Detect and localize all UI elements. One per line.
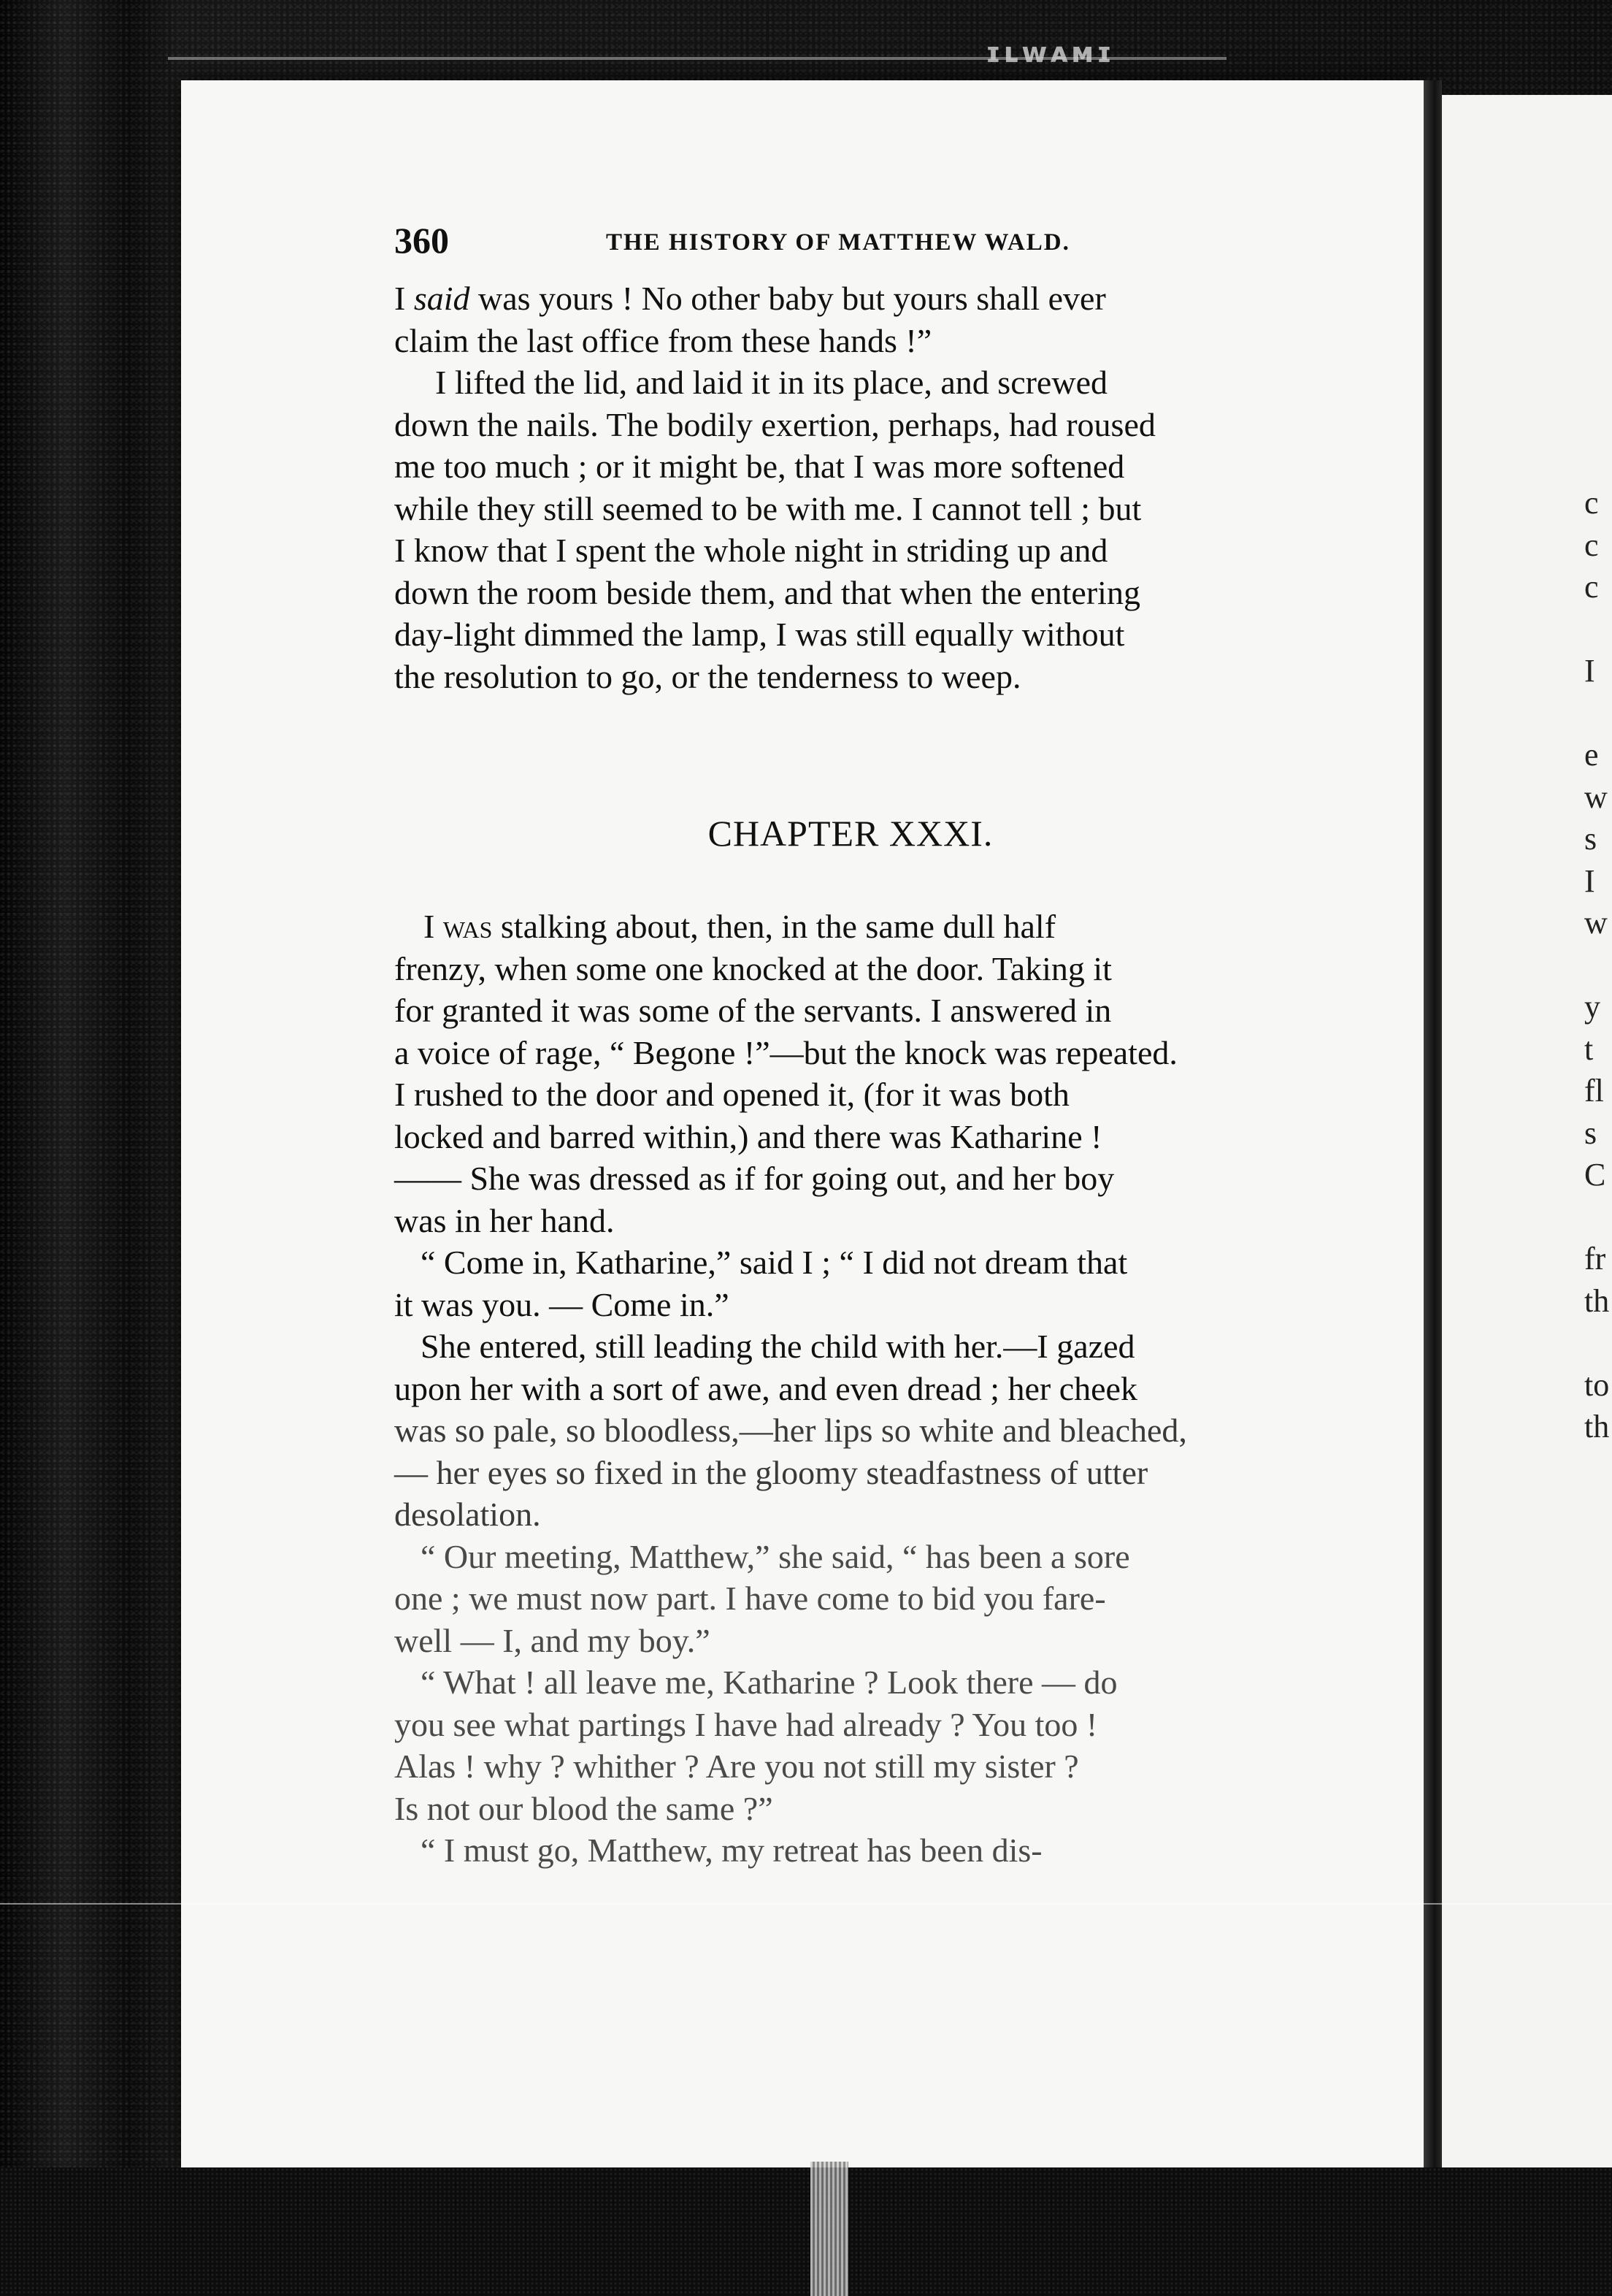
text-line: I rushed to the door and opened it, (for it was both <box>394 1076 1070 1113</box>
fragment <box>1584 1322 1612 1364</box>
fragment: I <box>1584 653 1595 689</box>
facing-page-text-fragments <box>1584 482 1612 1448</box>
paragraph <box>394 361 1307 697</box>
fragment: th <box>1584 1409 1610 1444</box>
fragment <box>1584 692 1612 735</box>
text-line: a voice of rage, “ Begone !”—but the knock was repeated. <box>394 1033 1178 1071</box>
text-line: She entered, still leading the child with her.—I gazed <box>421 1328 1135 1365</box>
text-line: I was stalking about, then, in the same dull half <box>423 908 1056 945</box>
bookmark-ribbon <box>810 2162 848 2296</box>
scan-bottom-edge <box>0 2167 1612 2296</box>
fragment: w <box>1584 778 1608 815</box>
text-line: I said was yours ! No other baby but yours shall ever <box>394 280 1106 317</box>
text-line: was in her hand. <box>394 1201 615 1239</box>
continued-text <box>394 278 1307 697</box>
fragment: y <box>1584 989 1600 1025</box>
text-line: the resolution to go, or the tenderness to weep. <box>394 657 1021 695</box>
fragment <box>1584 608 1612 651</box>
text-line: it was you. — Come in.” <box>394 1285 729 1323</box>
text-line: for granted it was some of the servants. I answered in <box>394 992 1112 1029</box>
library-stamp-mark: ɪʟᴡᴀᴍɪ <box>986 37 1115 69</box>
paragraph <box>394 906 1307 1241</box>
fragment: to <box>1584 1366 1610 1403</box>
fragment: I <box>1584 862 1595 899</box>
fragment: e <box>1584 737 1599 773</box>
text-line: was so pale, so bloodless,—her lips so white and bleached, <box>394 1412 1187 1449</box>
text-line: Is not our blood the same ?” <box>394 1789 773 1827</box>
paragraph <box>394 1536 1307 1662</box>
text-line: claim the last office from these hands !” <box>394 321 932 359</box>
fragment: w <box>1584 905 1608 941</box>
paragraph <box>394 1325 1307 1536</box>
text-line: while they still seemed to be with me. I cannot tell ; but <box>394 489 1142 527</box>
scan-artifact-line <box>0 1903 1612 1905</box>
book-gutter <box>1424 80 1442 2169</box>
page-number: 360 <box>394 220 449 261</box>
paragraph <box>394 1241 1307 1325</box>
chapter-text <box>394 906 1307 1872</box>
fragment: t <box>1584 1030 1594 1067</box>
page-header <box>394 219 1314 270</box>
text-line: one ; we must now part. I have come to bid you fare- <box>394 1580 1106 1617</box>
fragment <box>1584 944 1612 987</box>
text-line: “ Our meeting, Matthew,” she said, “ has been a sore <box>421 1537 1130 1575</box>
fragment: C <box>1584 1157 1606 1193</box>
fragment: th <box>1584 1282 1610 1319</box>
text-line: — her eyes so fixed in the gloomy steadfastness of utter <box>394 1453 1148 1491</box>
text-line: me too much ; or it might be, that I was more softened <box>394 448 1125 485</box>
text-line: —— She was dressed as if for going out, and her boy <box>394 1160 1115 1197</box>
text-line: “ Come in, Katharine,” said I ; “ I did not dream that <box>421 1244 1128 1281</box>
fragment: fr <box>1584 1241 1606 1277</box>
running-head: THE HISTORY OF MATTHEW WALD. <box>606 229 1070 256</box>
text-line: down the nails. The bodily exertion, perhaps, had roused <box>394 405 1156 443</box>
paragraph <box>394 278 1307 361</box>
text-line: locked and barred within,) and there was Katharine ! <box>394 1117 1102 1155</box>
fragment: c <box>1584 569 1599 605</box>
chapter-heading: CHAPTER XXXI. <box>707 813 994 854</box>
fragment: c <box>1584 485 1599 521</box>
text-line: upon her with a sort of awe, and even dread ; her cheek <box>394 1369 1137 1407</box>
fragment: s <box>1584 821 1597 857</box>
text-line: you see what partings I have had already ? You too ! <box>394 1705 1098 1743</box>
text-line: Alas ! why ? whither ? Are you not still my sister ? <box>394 1748 1079 1785</box>
text-line: well — I, and my boy.” <box>394 1621 710 1659</box>
fragment: c <box>1584 527 1599 563</box>
text-line: “ What ! all leave me, Katharine ? Look there — do <box>421 1664 1118 1701</box>
text-line: I know that I spent the whole night in striding up and <box>394 532 1108 569</box>
paragraph <box>394 1661 1307 1829</box>
fragment <box>1584 1196 1612 1239</box>
text-line: day-light dimmed the lamp, I was still equally without <box>394 616 1125 653</box>
text-line: “ I must go, Matthew, my retreat has been dis- <box>421 1832 1043 1869</box>
fragment: fl <box>1584 1073 1604 1109</box>
text-line: desolation. <box>394 1496 541 1533</box>
text-line: down the room beside them, and that when the entering <box>394 573 1140 611</box>
paragraph <box>394 1829 1307 1872</box>
fragment: s <box>1584 1114 1597 1151</box>
text-line: I lifted the lid, and laid it in its place, and screwed <box>435 364 1108 401</box>
text-line: frenzy, when some one knocked at the door. Taking it <box>394 949 1112 987</box>
